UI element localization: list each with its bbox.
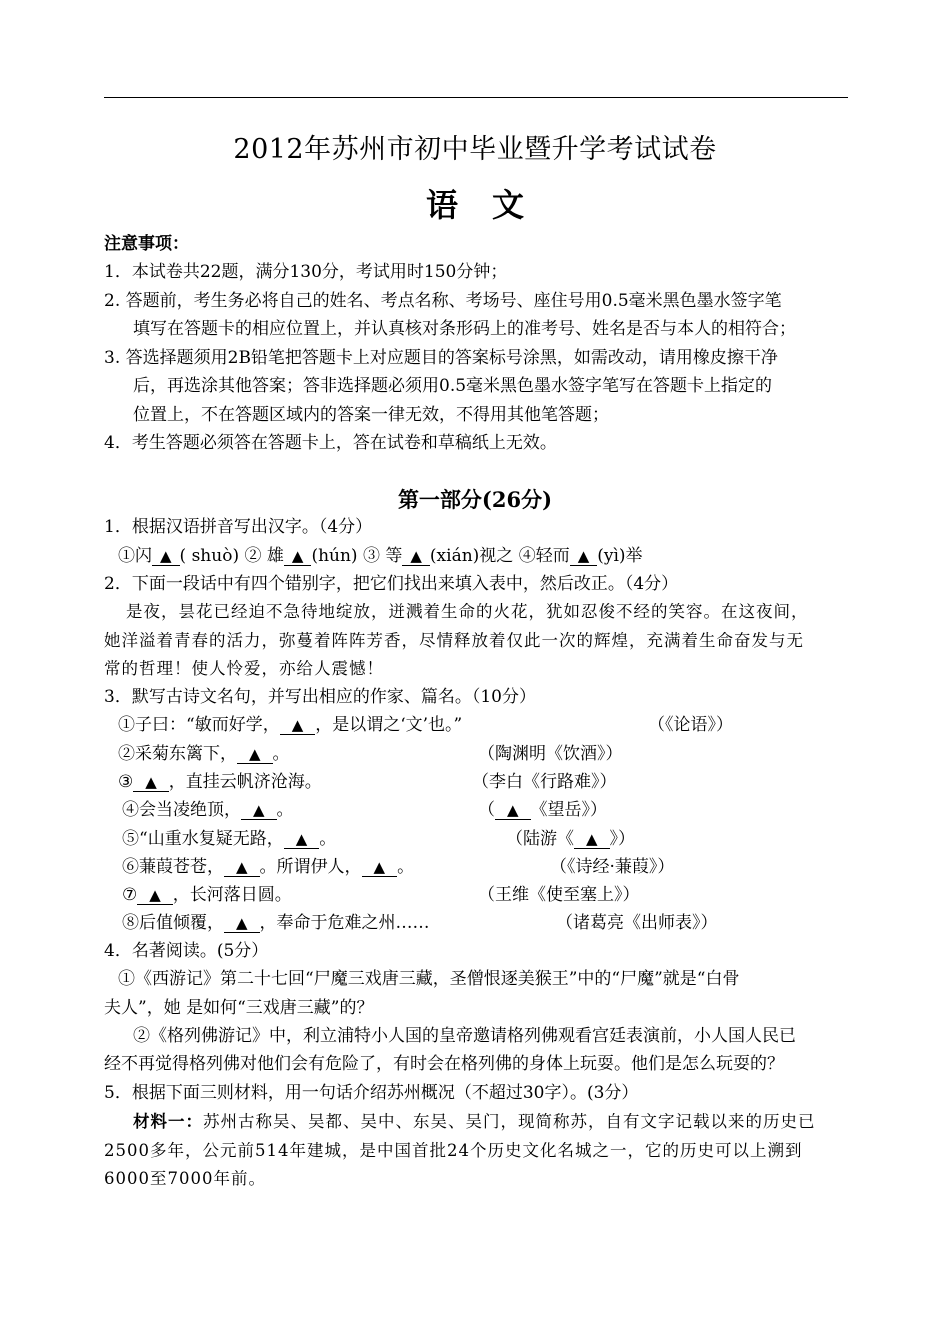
q1-stem: 1．根据汉语拼音写出汉字。（4分） <box>104 517 373 537</box>
triangle-icon: ▲ <box>295 830 308 848</box>
q3-item-4-b: 。 <box>276 800 294 820</box>
note-line-3b: 后，再选涂其他答案；答非选择题必须用0.5毫米黑色墨水签字笔写在答题卡上指定的 <box>133 376 773 396</box>
q3-item-7-b: ，长河落日圆。 <box>172 885 292 905</box>
section-title: 第一部分(26分) <box>397 487 553 512</box>
q1-item-4-pre: ④轻而 <box>518 546 570 566</box>
note-line-3: 3. 答选择题须用2B铅笔把答题卡上对应题目的答案标号涂黑，如需改动，请用橡皮擦干净 <box>104 348 778 368</box>
q3-item-4-a: ④会当凌绝顶， <box>122 800 241 820</box>
q3-stem: 3．默写古诗文名句，并写出相应的作家、篇名。（10分） <box>104 687 536 707</box>
q3-item-5-src-pre: （陆游《 <box>506 829 574 849</box>
q5-material-1-line-2: 2500多年，公元前514年建城，是中国首批24个历史文化名城之一，它的历史可以上溯到 <box>104 1141 803 1160</box>
note-line-2b: 填写在答题卡的相应位置上，并认真核对条形码上的准考号、姓名是否与本人的相符合； <box>133 319 796 339</box>
q3-item-6-a: ⑥蒹葭苍苍， <box>122 857 224 877</box>
answer-blank[interactable] <box>133 773 169 792</box>
triangle-icon: ▲ <box>145 773 157 791</box>
q3-item-4-src-pre: （ <box>478 800 495 820</box>
triangle-icon: ▲ <box>149 886 161 904</box>
q5-material-1-line-1 <box>133 1111 816 1133</box>
q3-item-7-a: ⑦ <box>122 885 138 905</box>
answer-blank[interactable] <box>152 547 180 566</box>
answer-blank[interactable] <box>362 858 398 877</box>
answer-blank[interactable] <box>402 547 430 566</box>
triangle-icon: ▲ <box>249 745 261 763</box>
q1-item-3-pre: ③ 等 <box>362 546 403 566</box>
exam-title: 2012年苏州市初中毕业暨升学考试试卷 <box>233 134 717 165</box>
triangle-icon: ▲ <box>373 858 386 876</box>
q2-passage-line-3: 常的哲理！使人怜爱，亦给人震憾！ <box>104 659 384 678</box>
q4-line-2: 夫人”，她 是如何“三戏唐三藏”的？ <box>104 998 374 1018</box>
note-line-1: 1．本试卷共22题，满分130分，考试用时150分钟； <box>104 262 508 282</box>
q3-item-6-source: （《诗经·蒹葭》） <box>550 857 675 877</box>
q3-item-2-source: （陶渊明《饮酒》） <box>478 744 623 764</box>
q1-item-1-pre: ①闪 <box>118 546 152 566</box>
q1-item-4-post: (yì)举 <box>597 546 643 566</box>
answer-blank[interactable] <box>224 914 260 933</box>
q3-item-6-c: 。 <box>397 857 415 877</box>
q3-item-4 <box>122 799 294 821</box>
q5-stem: 5．根据下面三则材料，用一句话介绍苏州概况（不超过30字）。(3分） <box>104 1083 639 1103</box>
answer-blank[interactable] <box>280 716 316 735</box>
q3-item-2-a: ②采菊东篱下， <box>118 744 237 764</box>
q1-item-3-post: (xián)视之 <box>429 546 514 566</box>
triangle-icon: ▲ <box>236 858 248 876</box>
note-line-4: 4．考生答题必须答在答题卡上，答在试卷和草稿纸上无效。 <box>104 433 557 453</box>
q3-item-2 <box>118 743 290 765</box>
answer-blank[interactable] <box>284 830 320 849</box>
q3-item-8-a: ⑧后值倾覆， <box>122 913 224 933</box>
header-rule <box>104 97 848 98</box>
q4-line-3: ②《格列佛游记》中，利立浦特小人国的皇帝邀请格列佛观看宫廷表演前，小人国人民已 <box>133 1026 796 1046</box>
answer-blank[interactable] <box>237 745 273 764</box>
q1-item-2-post: (hún) <box>311 546 358 566</box>
q3-item-5-a: ⑤“山重水复疑无路， <box>122 829 284 849</box>
q3-item-5 <box>122 828 336 850</box>
answer-blank[interactable] <box>495 801 531 820</box>
q3-item-6-b: 。所谓伊人， <box>259 857 362 877</box>
note-line-3c: 位置上，不在答题区域内的答案一律无效，不得用其他笔答题； <box>133 405 609 425</box>
answer-blank[interactable] <box>224 858 260 877</box>
q3-item-8-b: ，奉命于危难之州…… <box>259 913 430 933</box>
answer-blank[interactable] <box>574 830 610 849</box>
q3-item-1 <box>118 714 462 736</box>
q3-item-4-src-post: 《望岳》） <box>530 800 608 820</box>
q3-item-3-a: ③ <box>118 772 134 792</box>
answer-blank[interactable] <box>137 886 173 905</box>
q4-line-4: 经不再觉得格列佛对他们会有危险了，有时会在格列佛的身体上玩耍。他们是怎么玩耍的？ <box>104 1054 784 1074</box>
triangle-icon: ▲ <box>160 547 172 565</box>
q3-item-1-source: （《论语》） <box>648 715 733 735</box>
triangle-icon: ▲ <box>507 801 519 819</box>
q3-item-6 <box>122 856 414 878</box>
q3-item-8 <box>122 912 430 934</box>
q4-line-1: ①《西游记》第二十七回“尸魔三戏唐三藏，圣僧恨逐美猴王”中的“尸魔”就是“白骨 <box>118 969 740 989</box>
q3-item-8-source: （诸葛亮《出师表》） <box>556 913 718 933</box>
q3-item-7 <box>122 884 292 906</box>
q3-item-4-source <box>478 799 607 821</box>
q3-item-5-b: 。 <box>319 829 337 849</box>
q1-items <box>118 545 643 567</box>
q3-item-7-source: （王维《使至塞上》） <box>478 885 640 905</box>
q3-item-5-source <box>506 828 635 850</box>
triangle-icon: ▲ <box>291 547 304 565</box>
q3-item-3-b: ，直挂云帆济沧海。 <box>168 772 322 792</box>
q2-passage-line-1: 是夜，昙花已经迫不急待地绽放，迸溅着生命的火花，犹如忍俊不经的笑容。在这夜间， <box>126 602 809 621</box>
q3-item-1-a: ①子曰：“敏而好学， <box>118 715 280 735</box>
q3-item-3 <box>118 771 322 793</box>
answer-blank[interactable] <box>241 801 277 820</box>
q3-item-1-b: ，是以谓之‘文’也。” <box>315 715 463 735</box>
triangle-icon: ▲ <box>586 830 598 848</box>
material-text: 苏州古称吴、吴都、吴中、东吴、吴门，现简称苏，自有文字记载以来的历史已 <box>203 1112 816 1131</box>
q1-item-2-pre: ② 雄 <box>244 546 284 566</box>
answer-blank[interactable] <box>284 547 312 566</box>
q4-stem: 4．名著阅读。(5分） <box>104 941 269 961</box>
q1-item-1-post: ( shuò) <box>179 546 240 566</box>
q2-passage-line-2: 她洋溢着青春的活力，弥蔓着阵阵芳香，尽情释放着仅此一次的辉煌，充满着生命奋发与无 <box>104 631 804 650</box>
subject-title: 语文 <box>425 186 558 224</box>
note-line-2: 2. 答题前，考生务必将自己的姓名、考点名称、考场号、座住号用0.5毫米黑色墨水签字笔 <box>104 291 782 311</box>
triangle-icon: ▲ <box>236 914 248 932</box>
answer-blank[interactable] <box>570 547 598 566</box>
notes-heading: 注意事项： <box>104 234 189 254</box>
q2-stem: 2．下面一段话中有四个错别字，把它们找出来填入表中，然后改正。（4分） <box>104 574 679 594</box>
q3-item-2-b: 。 <box>272 744 290 764</box>
triangle-icon: ▲ <box>253 801 265 819</box>
triangle-icon: ▲ <box>410 547 422 565</box>
q3-item-5-src-post: 》） <box>609 829 636 849</box>
q5-material-1-line-3: 6000至7000年前。 <box>104 1169 266 1188</box>
q3-item-3-source: （李白《行路难》） <box>472 772 617 792</box>
triangle-icon: ▲ <box>577 547 590 565</box>
material-label: 材料一： <box>133 1112 203 1131</box>
triangle-icon: ▲ <box>291 716 304 734</box>
